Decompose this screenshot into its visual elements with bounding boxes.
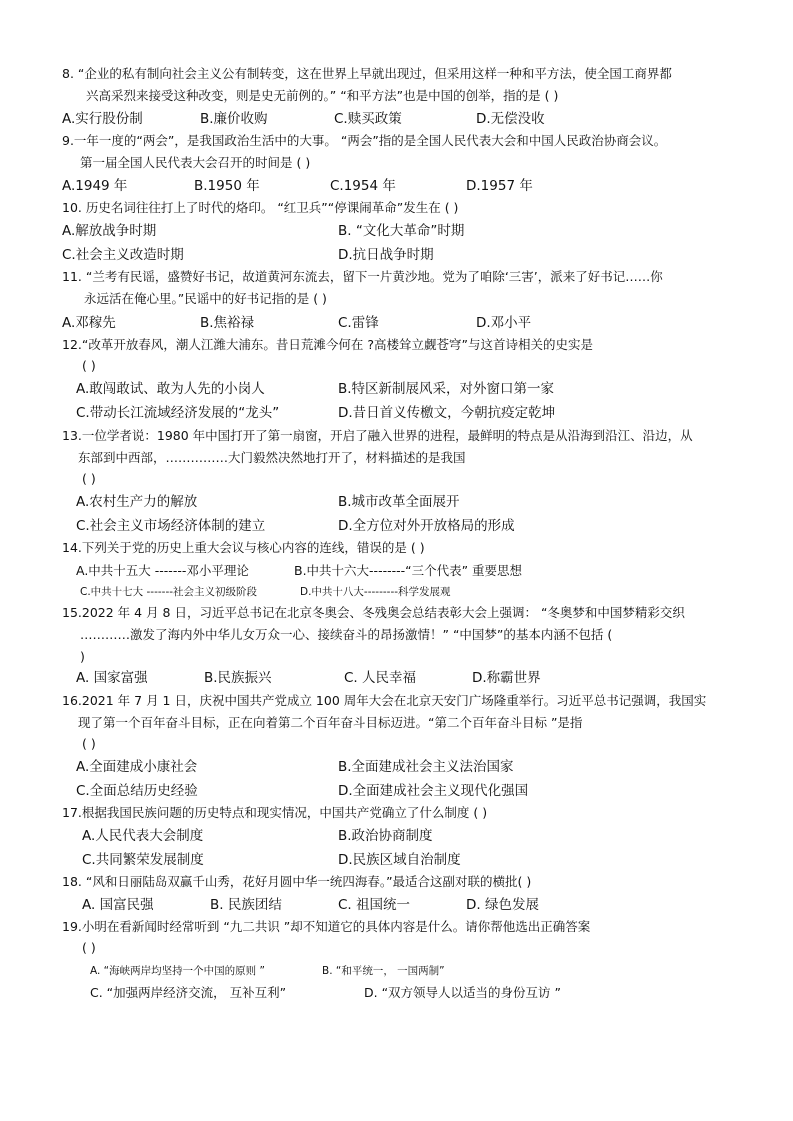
question-15-option-a: A. 国家富强	[76, 670, 148, 686]
question-12-option-b: B.特区新制展风采，对外窗口第一家	[338, 381, 555, 397]
question-10-stem: 10. 历史名词往往打上了时代的烙印。 “红卫兵”“停课闹革命”发生在 ( )	[62, 200, 459, 215]
question-16-stem-line-2: 现了第一个百年奋斗目标，正在向着第二个百年奋斗目标迈进。“第二个百年奋斗目标 ”是指	[78, 715, 583, 730]
question-11-option-d: D.邓小平	[476, 315, 532, 331]
question-12-option-a: A.敢闯敢试、敢为人先的小岗人	[76, 381, 265, 397]
question-15-answer-blank: )	[80, 649, 85, 664]
question-13-option-b: B.城市改革全面展开	[338, 494, 460, 510]
question-13-option-a: A.农村生产力的解放	[76, 494, 198, 510]
question-16-option-a: A.全面建成小康社会	[76, 759, 198, 775]
question-14-stem: 14.下列关于党的历史上重大会议与核心内容的连线，错误的是 ( )	[62, 540, 425, 555]
question-10-option-c: C.社会主义改造时期	[62, 247, 184, 263]
question-19-answer-blank: ( )	[82, 940, 96, 955]
question-19-option-d: D. “双方领导人以适当的身份互访 ”	[364, 985, 561, 1000]
question-15-option-b: B.民族振兴	[204, 670, 272, 686]
question-13-stem-line-1: 13.一位学者说：1980 年中国打开了第一扇窗，开启了融入世界的进程，最鲜明的特点是从沿海到沿江、沿边，从	[62, 428, 693, 443]
question-16-option-c: C.全面总结历史经验	[76, 783, 198, 799]
question-19-option-c: C. “加强两岸经济交流， 互补互利”	[90, 985, 287, 1000]
question-12-answer-blank: ( )	[82, 358, 96, 373]
question-18-option-c: C. 祖国统一	[338, 897, 411, 913]
question-8-option-d: D.无偿没收	[476, 111, 545, 127]
question-15-option-d: D.称霸世界	[472, 670, 541, 686]
question-8-option-a: A.实行股份制	[62, 111, 143, 127]
question-9-option-d: D.1957 年	[466, 178, 533, 194]
question-12-option-c: C.带动长江流域经济发展的“龙头”	[76, 405, 280, 421]
question-13-answer-blank: ( )	[82, 471, 96, 486]
question-12-stem-line-1: 12.“改革开放春风，潮人江潍大浦东。昔日荒滩今何在 ?高楼耸立觑苍穹”与这首诗相关的史实是	[62, 337, 593, 352]
question-16-answer-blank: ( )	[82, 736, 96, 751]
question-11-option-b: B.焦裕禄	[200, 315, 255, 331]
question-17-option-d: D.民族区域自治制度	[338, 852, 461, 868]
question-10-option-d: D.抗日战争时期	[338, 247, 434, 263]
question-18-option-b: B. 民族团结	[210, 897, 282, 913]
question-9-option-b: B.1950 年	[194, 178, 260, 194]
question-9-option-c: C.1954 年	[330, 178, 396, 194]
question-19-option-a: A. “海峡两岸均坚持一个中国的原则 ”	[90, 965, 265, 977]
question-11-stem-line-2: 永远活在俺心里。”民谣中的好书记指的是 ( )	[84, 291, 327, 306]
question-14-option-b: B.中共十六大--------“三个代表” 重要思想	[294, 563, 523, 578]
question-16-option-d: D.全面建成社会主义现代化强国	[338, 783, 529, 799]
question-8-stem-line-1: 8. “企业的私有制向社会主义公有制转变，这在世界上早就出现过，但采用这样一种和平方法，使全国工商界都	[62, 66, 672, 81]
question-15-option-c: C. 人民幸福	[344, 670, 417, 686]
question-9-option-a: A.1949 年	[62, 178, 128, 194]
question-8-option-c: C.赎买政策	[334, 111, 402, 127]
question-10-option-a: A.解放战争时期	[62, 223, 157, 239]
question-16-stem-line-1: 16.2021 年 7 月 1 日，庆祝中国共产党成立 100 周年大会在北京天安门广场隆重举行。习近平总书记强调，我国实	[62, 693, 707, 708]
question-11-option-a: A.邓稼先	[62, 315, 116, 331]
question-17-option-a: A.人民代表大会制度	[82, 828, 204, 844]
question-14-option-c: C.中共十七大 -------社会主义初级阶段	[80, 586, 258, 598]
question-17-option-c: C.共同繁荣发展制度	[82, 852, 204, 868]
question-16-option-b: B.全面建成社会主义法治国家	[338, 759, 514, 775]
question-11-stem-line-1: 11. “兰考有民谣，盛赞好书记，故道黄河东流去，留下一片黄沙地。党为了咱除‘三害’，派来了好书记……你	[62, 269, 663, 284]
question-8-option-b: B.廉价收购	[200, 111, 268, 127]
question-8-stem-line-2: 兴高采烈来接受这种改变，则是史无前例的。” “和平方法”也是中国的创举，指的是 ( )	[86, 88, 559, 103]
question-11-option-c: C.雷锋	[338, 315, 379, 331]
question-18-option-d: D. 绿色发展	[466, 897, 539, 913]
question-13-stem-line-2: 东部到中西部，……………大门毅然决然地打开了，材料描述的是我国	[78, 450, 466, 465]
question-9-stem-line-2: 第一届全国人民代表大会召开的时间是 ( )	[80, 155, 311, 170]
question-15-stem-line-1: 15.2022 年 4 月 8 日，习近平总书记在北京冬奥会、冬残奥会总结表彰大会上强调： “冬奥梦和中国梦精彩交织	[62, 605, 685, 620]
question-17-stem: 17.根据我国民族问题的历史特点和现实情况，中国共产党确立了什么制度 ( )	[62, 805, 488, 820]
question-13-option-d: D.全方位对外开放格局的形成	[338, 518, 515, 534]
question-19-option-b: B. “和平统一， 一国两制”	[322, 965, 445, 977]
question-12-option-d: D.昔日首义传檄文，今朝抗疫定乾坤	[338, 405, 556, 421]
question-18-option-a: A. 国富民强	[82, 897, 154, 913]
question-17-option-b: B.政治协商制度	[338, 828, 433, 844]
question-19-stem-line-1: 19.小明在看新闻时经常听到 “九二共识 ”却不知道它的具体内容是什么。请你帮他选出正确答案	[62, 919, 591, 934]
question-15-stem-line-2: …………激发了海内外中华儿女万众一心、接续奋斗的昂扬激情！” “中国梦”的基本内涵不包括 (	[80, 627, 613, 642]
question-14-option-d: D.中共十八大---------科学发展观	[300, 586, 451, 598]
question-9-stem-line-1: 9.一年一度的“两会”，是我国政治生活中的大事。 “两会”指的是全国人民代表大会和中国人民政治协商会议。	[62, 133, 667, 148]
question-10-option-b: B. “文化大革命”时期	[338, 223, 465, 239]
question-14-option-a: A.中共十五大 -------邓小平理论	[76, 563, 249, 578]
question-13-option-c: C.社会主义市场经济体制的建立	[76, 518, 266, 534]
question-18-stem: 18. “风和日丽陆岛双赢千山秀，花好月圆中华一统四海春。”最适合这副对联的横批( )	[62, 874, 532, 889]
